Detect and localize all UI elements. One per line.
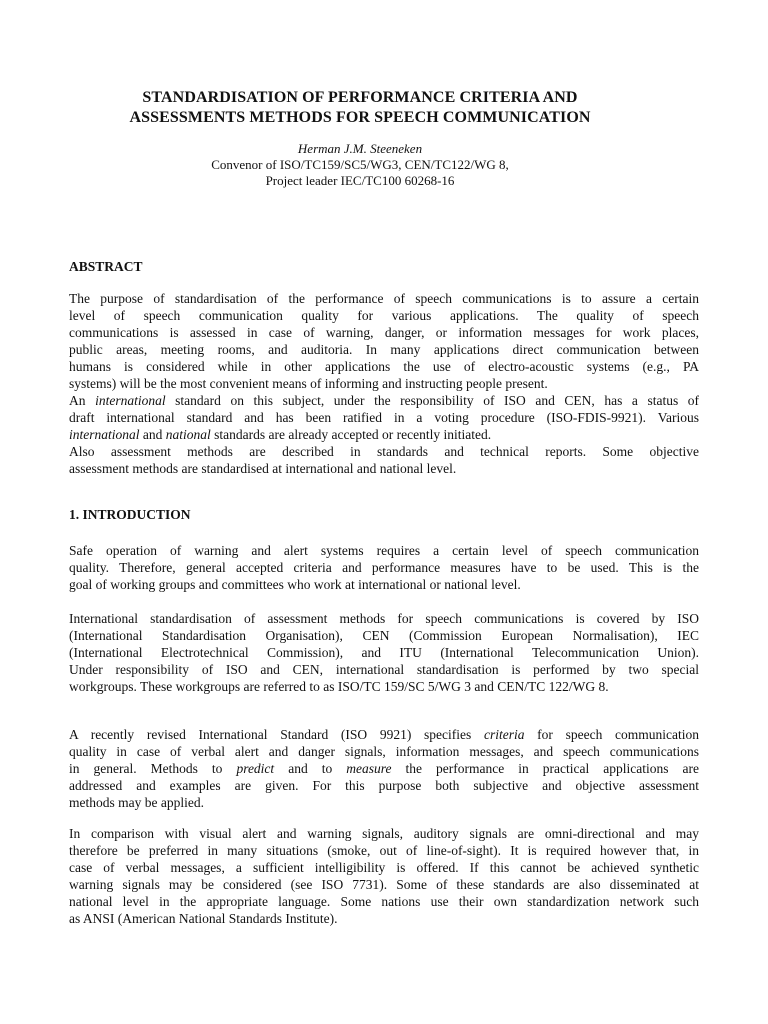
text-line: methods may be applied.	[69, 795, 204, 810]
text-line: quality. Therefore, general accepted criteria and performance measures have to be used. This is the	[69, 560, 699, 575]
text-line: humans is considered while in other applications the use of electro-acoustic systems (e.g., PA	[69, 359, 699, 374]
emphasis: measure	[346, 761, 392, 776]
text-line: communications is assessed in case of warning, danger, or information messages for work places,	[69, 325, 699, 340]
emphasis: criteria	[483, 727, 525, 742]
intro-paragraph-2	[69, 610, 699, 695]
text-line: warning signals may be considered (see ISO 7731). Some of these standards are also disseminated at	[69, 877, 699, 892]
text-line: (International Electrotechnical Commission), and ITU (International Telecommunication Union).	[69, 645, 699, 660]
introduction-heading: 1. INTRODUCTION	[69, 507, 191, 522]
text-line: In comparison with visual alert and warning signals, auditory signals are omni-directional and may	[69, 826, 699, 841]
emphasis: predict	[236, 761, 275, 776]
text-line: case of verbal messages, a sufficient intelligibility is offered. If this cannot be achieved synthetic	[69, 860, 699, 875]
abstract-paragraph-2	[69, 392, 699, 443]
text-line: public areas, meeting rooms, and auditoria. In many applications direct communication between	[69, 342, 699, 357]
abstract-paragraph-1	[69, 290, 699, 392]
text-line: Safe operation of warning and alert systems requires a certain level of speech communication	[69, 543, 699, 558]
text-line: assessment methods are standardised at international and national level.	[69, 461, 457, 476]
text-line: Under responsibility of ISO and CEN, international standardisation is performed by two special	[69, 662, 699, 677]
text-line: level of speech communication quality for various applications. The quality of speech	[69, 308, 699, 323]
abstract-paragraph-3	[69, 443, 699, 477]
text-line: quality in case of verbal alert and danger signals, information messages, and speech communications	[69, 744, 699, 759]
text-line: international and national standards are already accepted or recently initiated.	[69, 427, 492, 442]
author-affiliation-2: Project leader IEC/TC100 60268-16	[265, 173, 455, 188]
text-line: workgroups. These workgroups are referred to as ISO/TC 159/SC 5/WG 3 and CEN/TC 122/WG 8.	[69, 679, 609, 694]
emphasis: international	[95, 393, 166, 408]
intro-paragraph-1	[69, 542, 699, 593]
text-line: An international standard on this subject, under the responsibility of ISO and CEN, has a status of	[69, 393, 700, 408]
paper-title	[60, 88, 660, 128]
emphasis: national	[165, 427, 211, 442]
text-line: national level in the appropriate language. Some nations use their own standardization network such	[69, 894, 699, 909]
text-line: therefore be preferred in many situations (smoke, out of line-of-sight). It is required however that, in	[69, 843, 699, 858]
text-line: A recently revised International Standard (ISO 9921) specifies criteria for speech communication	[69, 727, 699, 742]
text-line: (International Standardisation Organisation), CEN (Commission European Normalisation), IEC	[69, 628, 699, 643]
text-line: Also assessment methods are described in standards and technical reports. Some objective	[69, 444, 699, 459]
text-line: The purpose of standardisation of the performance of speech communications is to assure a certain	[69, 291, 699, 306]
author-name: Herman J.M. Steeneken	[297, 141, 423, 156]
text-line: as ANSI (American National Standards Institute).	[69, 911, 338, 926]
text-line: in general. Methods to predict and to measure the performance in practical applications are	[69, 761, 699, 776]
text-line: goal of working groups and committees who work at international or national level.	[69, 577, 521, 592]
author-affiliation-1: Convenor of ISO/TC159/SC5/WG3, CEN/TC122/WG 8,	[211, 157, 509, 172]
title-line-1: STANDARDISATION OF PERFORMANCE CRITERIA AND	[142, 89, 578, 106]
abstract-heading: ABSTRACT	[69, 259, 143, 274]
intro-paragraph-4	[69, 825, 699, 927]
text-line: systems) will be the most convenient means of informing and instructing people present.	[69, 376, 548, 391]
text-line: addressed and examples are given. For this purpose both subjective and objective assessment	[69, 778, 699, 793]
title-line-2: ASSESSMENTS METHODS FOR SPEECH COMMUNICATION	[129, 109, 591, 126]
intro-paragraph-3	[69, 726, 699, 811]
emphasis: international	[69, 427, 140, 442]
text-line: draft international standard and has been ratified in a voting procedure (ISO-FDIS-9921). Various	[69, 410, 699, 425]
author-block	[60, 141, 660, 189]
text-line: International standardisation of assessment methods for speech communications is covered by ISO	[69, 611, 699, 626]
